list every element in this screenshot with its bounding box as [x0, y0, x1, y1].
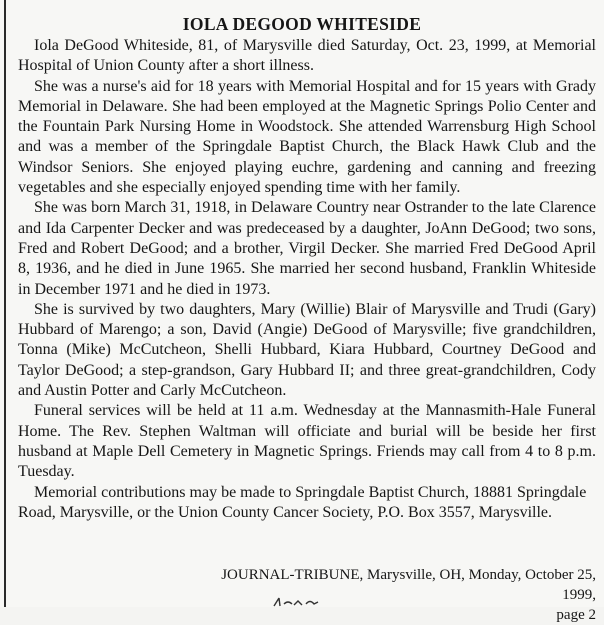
paragraph-funeral: Funeral services will be held at 11 a.m. Wednesday at the Mannasmith-Hale Funeral Home. The Rev. Stephen Waltman will officiate and burial will be beside her first husband at Maple Dell Cemetery in Magnetic Springs. Friends may call from 4 to 8 p.m. Tuesday.: [18, 402, 596, 481]
cut-off-text-fragment: [270, 596, 330, 607]
paragraph-memorials: Memorial contributions may be made to Springdale Baptist Church, 18881 Springdale Road, Marysville, or the Union County Cancer Society, P.O. Box 3557, Marysville.: [18, 483, 587, 521]
paragraph-death-notice: Iola DeGood Whiteside, 81, of Marysville died Saturday, Oct. 23, 1999, at Memorial Hospital of Union County after a short illness.: [18, 37, 596, 75]
paragraph-survivors: She is survived by two daughters, Mary (Willie) Blair of Marysville and Trudi (Gary) Hubbard of Marengo; a son, David (Angie) DeGood of Marysville; five grandchildren, Tonna (Mike) McCutcheon, Shelli Hubbard, Kiara Hubbard, Courtney DeGood and Taylor DeGood; a step-grandson, Gary Hubbard II; and three great-grandchildren, Cody and Austin Potter and Carly McCutcheon.: [18, 300, 596, 400]
left-border-rule: [4, 0, 6, 607]
source-publication: JOURNAL-TRIBUNE, Marysville, OH, Monday, October 25, 1999,: [221, 567, 596, 603]
paragraph-career: She was a nurse's aid for 18 years with Memorial Hospital and for 15 years with Grady Memorial in Delaware. She had been employed at the Magnetic Springs Polio Center and the Fountain Park Nursing Home in Woodstock. She attended Warrensburg High School and was a member of the Springdale Baptist Church, the Black Hawk Club and the Windsor Seniors. She enjoyed playing euchre, gardening and canning and freezing vegetables and she especially enjoyed spending time with her family.: [18, 77, 596, 197]
obituary-body: [18, 36, 596, 523]
paragraph-family-history: She was born March 31, 1918, in Delaware Country near Ostrander to the late Clarence and Ida Carpenter Decker and was predeceased by a daughter, JoAnn DeGood; two sons, Fred and Robert DeGood; and a brother, Virgil Decker. She married Fred DeGood April 8, 1936, and he died in June 1965. She married her second husband, Franklin Whiteside in December 1971 and he died in 1973.: [18, 199, 596, 298]
obituary-title: IOLA DEGOOD WHITESIDE: [182, 14, 422, 34]
source-page: page 2: [556, 607, 596, 623]
source-citation: [196, 565, 596, 625]
